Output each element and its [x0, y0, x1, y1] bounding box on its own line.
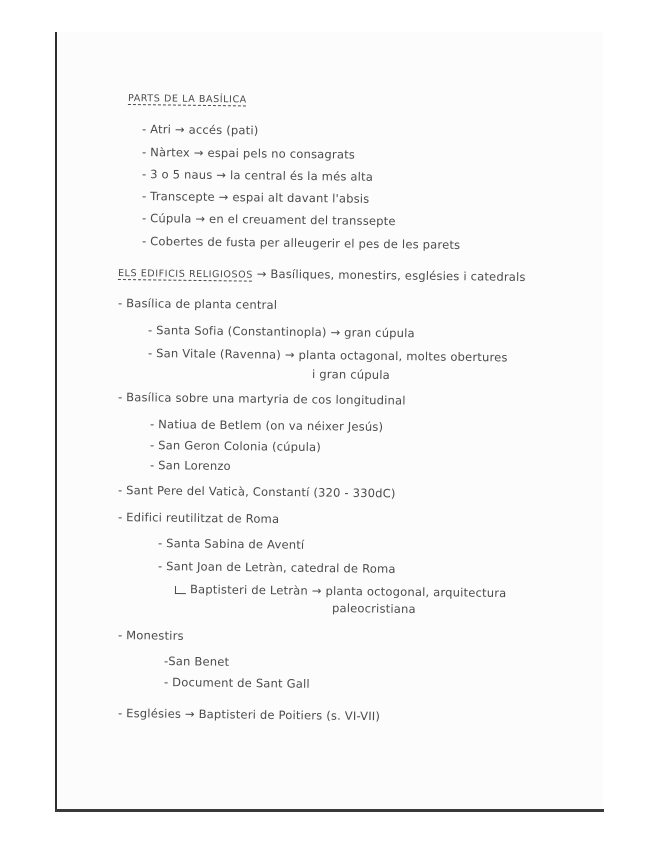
central-plan-item-cont: i gran cúpula [311, 367, 391, 382]
esglesies-line: - Esglésies → Baptisteri de Poitiers (s. VI-VII) [117, 706, 381, 724]
martyria-item: - San Lorenzo [149, 458, 231, 473]
parts-item: - Transcepte → espai alt davant l'absis [141, 189, 370, 206]
martyria-item: - Natiua de Betlem (on va néixer Jesús) [149, 417, 384, 434]
parts-item: - Nàrtex → espai pels no consagrats [141, 145, 356, 162]
martyria-heading: - Basílica sobre una martyria de cos longitudinal [117, 390, 406, 408]
reutilitzat-item: - Santa Sabina de Aventí [157, 536, 305, 552]
reutilitzat-item: - Sant Joan de Letràn, catedral de Roma [157, 559, 396, 576]
sub-arrow-icon [175, 586, 186, 594]
baptisteri-text: Baptisteri de Letràn → planta octogonal, arquitectura [189, 582, 507, 601]
baptisteri-cont: paleocristiana [331, 601, 416, 617]
parts-item: - Atri → accés (pati) [141, 122, 259, 138]
scan-edge-left [55, 32, 57, 812]
parts-item: - 3 o 5 naus → la central és la més alta [141, 167, 374, 184]
religious-list: → Basíliques, monestirs, esglésies i catedrals [252, 266, 526, 284]
reutilitzat-heading: - Edifici reutilitzat de Roma [117, 510, 280, 526]
martyria-item: - San Geron Colonia (cúpula) [149, 438, 322, 455]
parts-title: PARTS DE LA BASÍLICA [127, 93, 247, 106]
scan-edge-bottom [55, 809, 604, 812]
monestirs-heading: - Monestirs [117, 628, 184, 643]
central-plan-item: - San Vitale (Ravenna) → planta octagonal, moltes obertures [147, 346, 508, 365]
monestirs-item: - Document de Sant Gall [163, 675, 310, 691]
monestirs-item: -San Benet [163, 654, 230, 669]
parts-item: - Cobertes de fusta per alleugerir el pes de les parets [141, 234, 461, 252]
central-plan-item: - Santa Sofia (Constantinopla) → gran cúpula [147, 323, 415, 341]
religious-heading: ELS EDIFICIS RELIGIOSOS [117, 268, 253, 281]
parts-item: - Cúpula → en el creuament del transsepte [141, 211, 396, 229]
sant-pere-line: - Sant Pere del Vaticà, Constantí (320 - 330dC) [117, 483, 396, 501]
central-plan-heading: - Basílica de planta central [117, 296, 278, 312]
